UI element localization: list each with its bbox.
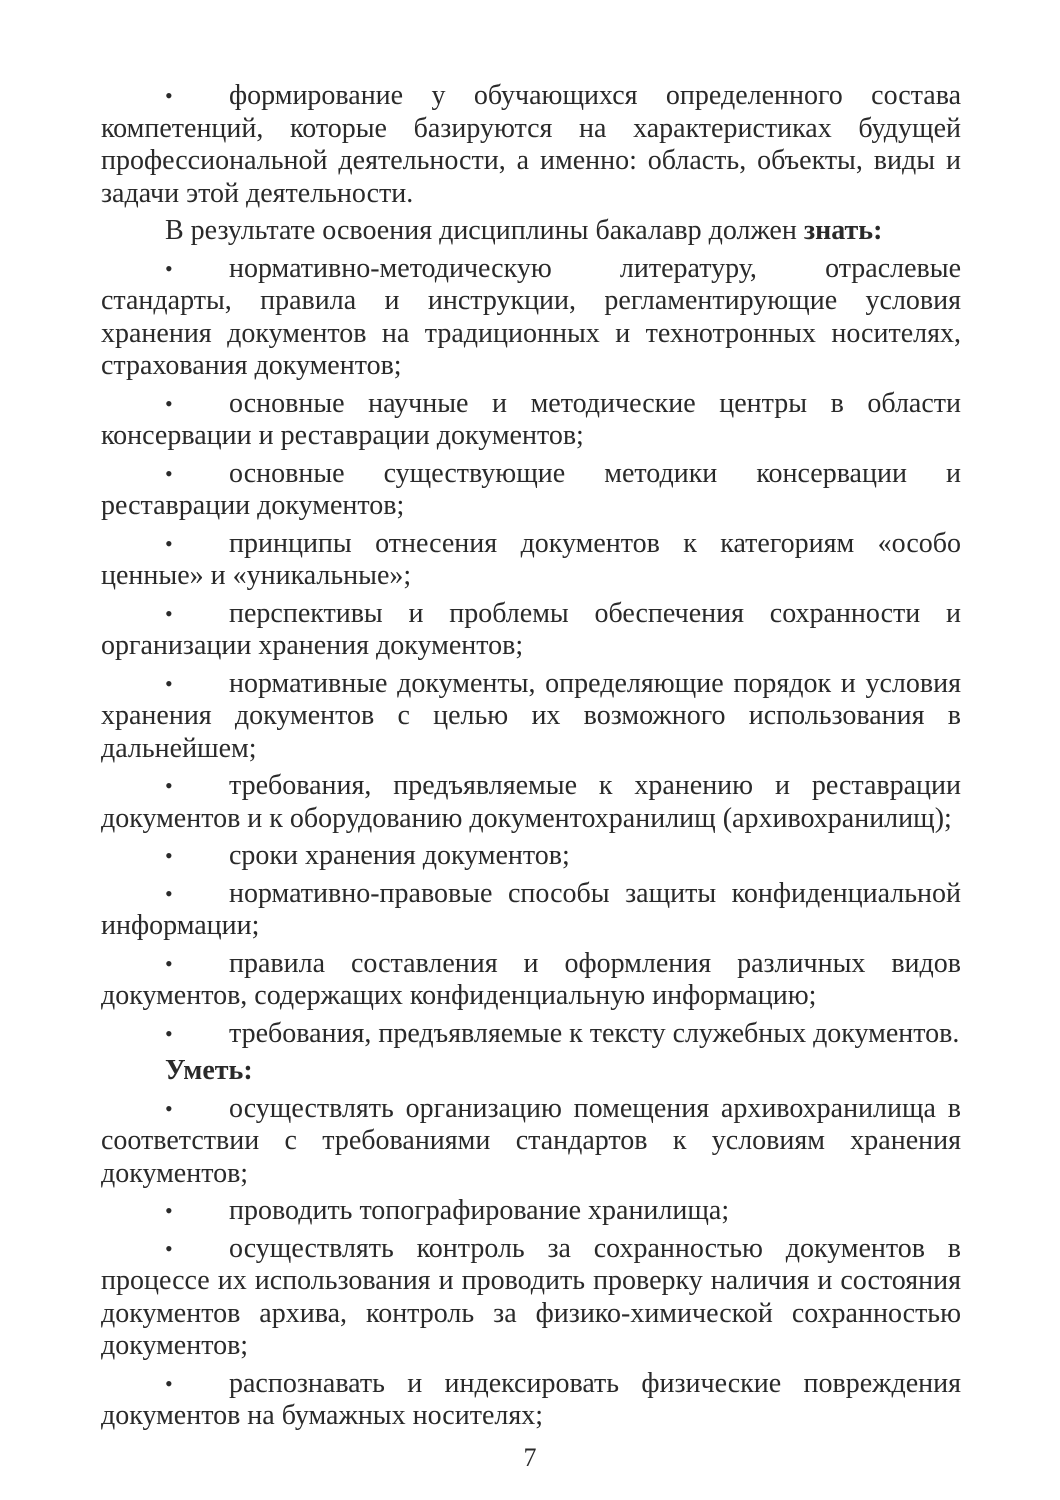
list-item [101,1018,961,1051]
bullet-icon: • [165,83,173,108]
list-item [101,840,961,873]
bullet-icon: • [165,1235,173,1261]
list-item-text: сроки хранения документов; [229,840,570,871]
list-item-text: основные существующие методики консервации и реставрации документов; [101,457,961,521]
list-item-text: формирование у обучающихся определенного состава компетенций, которые базируются на характеристиках будущей профессиональной деятельности, а именно: область, объекты, виды и задачи этой деятельности. [101,80,961,209]
list-item [101,1233,961,1363]
page-number: 7 [523,1443,537,1472]
list-item-text: требования, предъявляемые к хранению и реставрации документов и к оборудованию документохранилищ (архивохранилищ); [101,770,961,834]
list-item-text: осуществлять организацию помещения архивохранилища в соответствии с требованиями стандартов к условиям хранения документов; [101,1092,961,1189]
list-item [101,1195,961,1228]
list-item-text: основные научные и методические центры в области консервации и реставрации документов; [101,387,961,451]
bullet-icon: • [165,773,173,798]
list-item [101,948,961,1013]
bullet-icon: • [165,950,173,976]
list-item [101,80,961,210]
can-heading-text: Уметь: [165,1055,253,1086]
bullet-icon: • [165,1198,173,1223]
list-item-text: проводить топографирование хранилища; [229,1195,730,1226]
list-item-text: нормативные документы, определяющие порядок и условия хранения документов с целью их возможного использования в дальнейшем; [101,667,961,764]
list-item-text: правила составления и оформления различных видов документов, содержащих конфиденциальную информацию; [101,947,961,1011]
bullet-icon: • [165,600,173,626]
bullet-icon: • [165,1095,173,1121]
bullet-icon: • [165,670,173,696]
list-item [101,878,961,943]
list-item-text: распознавать и индексировать физические повреждения документов на бумажных носителях; [101,1367,961,1431]
list-item [101,770,961,835]
know-paragraph-text: В результате освоения дисциплины бакалавр должен [165,215,804,246]
know-paragraph [101,215,961,248]
bullet-icon: • [165,843,173,868]
list-item [101,458,961,523]
know-keyword: знать: [803,215,883,246]
bullet-icon: • [165,880,173,906]
bullet-icon: • [165,390,173,416]
bullet-icon: • [165,460,173,486]
list-item-text: требования, предъявляемые к тексту служебных документов. [229,1017,960,1049]
list-item [101,1368,961,1433]
bullet-icon: • [165,1020,173,1046]
list-item [101,388,961,453]
list-item [101,1093,961,1191]
page-body [101,80,961,1438]
list-item-text: нормативно-методическую литературу, отраслевые стандарты, правила и инструкции, регламентирующие условия хранения документов на традиционных и технотронных носителях, страхования документов; [101,252,961,381]
list-item-text: принципы отнесения документов к категориям «особо ценные» и «уникальные»; [101,527,961,591]
bullet-icon: • [165,1370,173,1396]
list-item-text: перспективы и проблемы обеспечения сохранности и организации хранения документов; [101,597,961,661]
list-item [101,668,961,766]
can-heading [101,1055,961,1088]
bullet-icon: • [165,255,173,281]
bullet-icon: • [165,530,173,556]
list-item [101,253,961,383]
list-item-text: осуществлять контроль за сохранностью документов в процессе их использования и проводить проверку наличия и состояния документов архива, контроль за физико-химической сохранностью документов; [101,1232,961,1361]
list-item [101,598,961,663]
list-item-text: нормативно-правовые способы защиты конфиденциальной информации; [101,877,961,941]
list-item [101,528,961,593]
